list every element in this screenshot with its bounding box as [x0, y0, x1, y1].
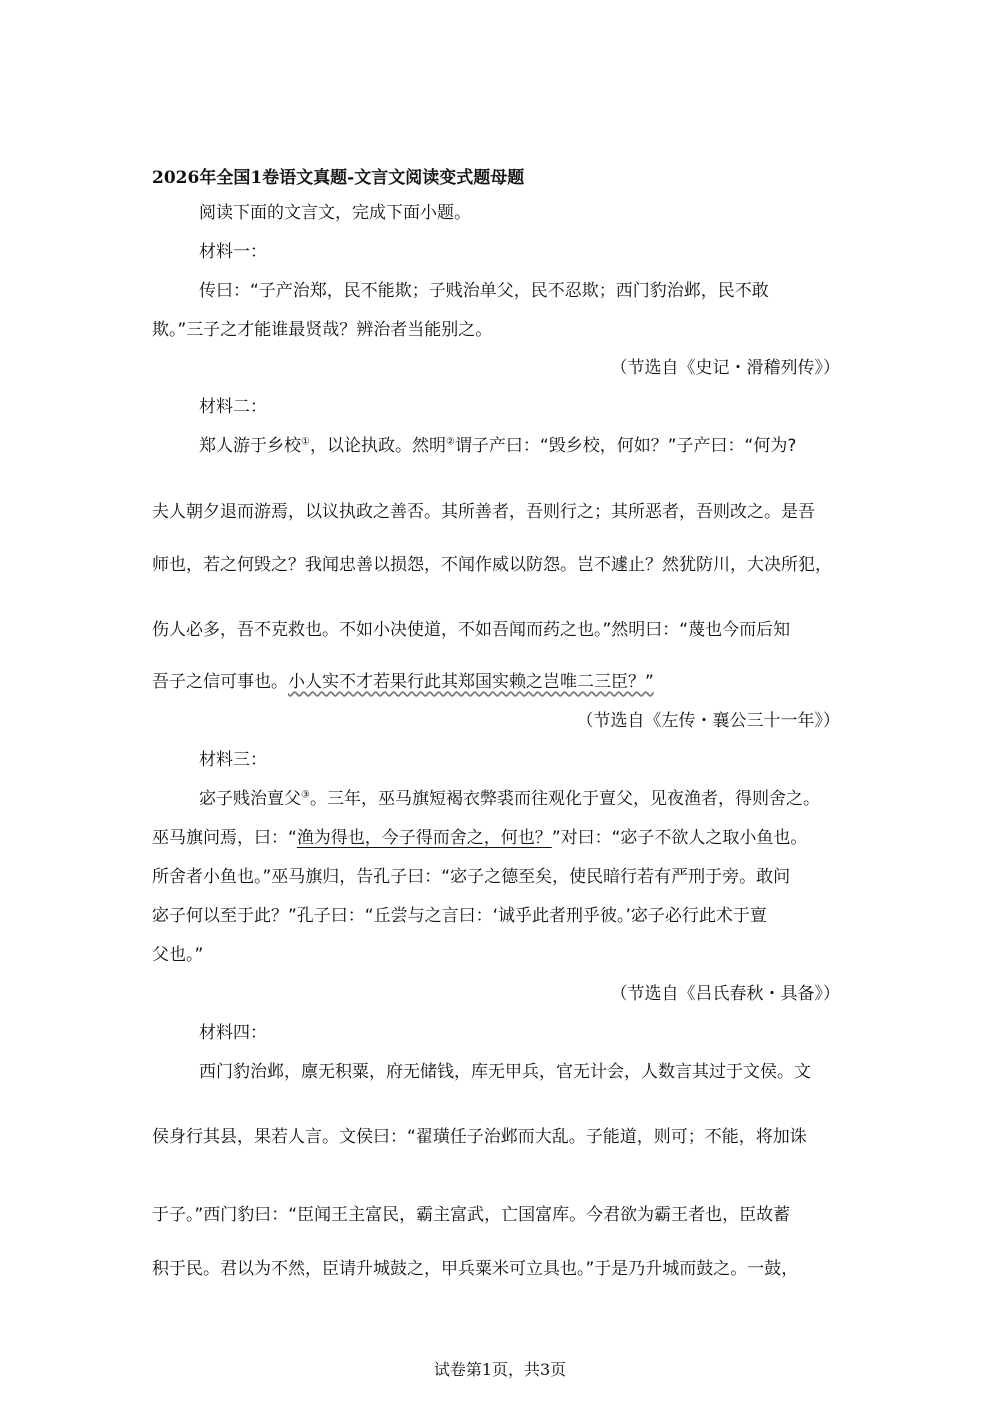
- material-2-heading: 材料二：: [199, 397, 267, 417]
- material-1-line: 传曰：“子产治郑，民不能欺；子贱治单父，民不忍欺；西门豹治邺，民不敢: [199, 281, 769, 301]
- page-title: 2026年全国1卷语文真题-文言文阅读变式题母题: [152, 168, 525, 188]
- material-2-line: 师也，若之何毁之？我闻忠善以损怨，不闻作威以防怨。岂不遽止？然犹防川，大决所犯，: [152, 555, 832, 575]
- material-2-line: 吾子之信可事也。小人实不才若果行此其郑国实赖之岂唯二三臣？”: [152, 672, 654, 692]
- material-3-line: 宓子何以至于此？”孔子曰：“丘尝与之言曰：‘诚乎此者刑乎彼。’宓子必行此术于亶: [152, 906, 767, 926]
- material-3-source: （节选自《吕氏春秋・具备》）: [610, 984, 840, 1004]
- material-1-source: （节选自《史记・滑稽列传》）: [610, 358, 840, 378]
- material-1-line: 欺。”三子之才能谁最贤哉？辨治者当能别之。: [152, 320, 493, 340]
- instruction: 阅读下面的文言文，完成下面小题。: [199, 203, 471, 223]
- material-4-line: 积于民。君以为不然，臣请升城鼓之，甲兵粟米可立具也。”于是乃升城而鼓之。一鼓，: [152, 1259, 799, 1279]
- material-3-line: 巫马旗问焉，曰：“渔为得也，今子得而舍之，何也？”对曰：“宓子不欲人之取小鱼也。: [152, 828, 808, 848]
- material-2-line: 郑人游于乡校①，以论执政。然明②谓子产曰：“毁乡校，何如？”子产曰：“何为?: [199, 436, 797, 456]
- material-2-source: （节选自《左传・襄公三十一年》）: [576, 711, 840, 731]
- material-4-line: 西门豹治邺，廪无积粟，府无储钱，库无甲兵，官无计会，人数言其过于文侯。文: [199, 1062, 811, 1082]
- material-3-line: 所舍者小鱼也。”巫马旗归，告孔子曰：“宓子之德至矣，使民暗行若有严刑于旁。敢问: [152, 867, 791, 887]
- material-4-line: 于子。”西门豹曰：“臣闻王主富民，霸主富武，亡国富库。今君欲为霸王者也，臣故蓄: [152, 1205, 791, 1225]
- footnote-marker: ②: [445, 436, 455, 448]
- material-1-heading: 材料一：: [199, 242, 267, 262]
- material-3-heading: 材料三：: [199, 750, 267, 770]
- material-2-line: 夫人朝夕退而游焉，以议执政之善否。其所善者，吾则行之；其所恶者，吾则改之。是吾: [152, 502, 815, 522]
- material-3-line: 宓子贱治亶父③。三年，巫马旗短褐衣弊裘而往观化于亶父，见夜渔者，得则舍之。: [199, 789, 820, 809]
- material-4-heading: 材料四：: [199, 1023, 267, 1043]
- material-2-line: 伤人必多，吾不克救也。不如小决使道，不如吾闻而药之也。”然明曰：“蔑也今而后知: [152, 620, 791, 640]
- wavy-underlined-sentence: 小人实不才若果行此其郑国实赖之岂唯二三臣？”: [288, 672, 654, 692]
- page-footer: 试卷第1页，共3页: [433, 1360, 567, 1379]
- footnote-marker: ①: [301, 436, 310, 448]
- underlined-sentence: 渔为得也，今子得而舍之，何也？: [296, 828, 552, 848]
- footnote-marker: ③: [301, 789, 310, 801]
- material-4-line: 侯身行其县，果若人言。文侯曰：“翟璜任子治邺而大乱。子能道，则可；不能，将加诛: [152, 1127, 807, 1147]
- material-3-line: 父也。”: [152, 945, 204, 965]
